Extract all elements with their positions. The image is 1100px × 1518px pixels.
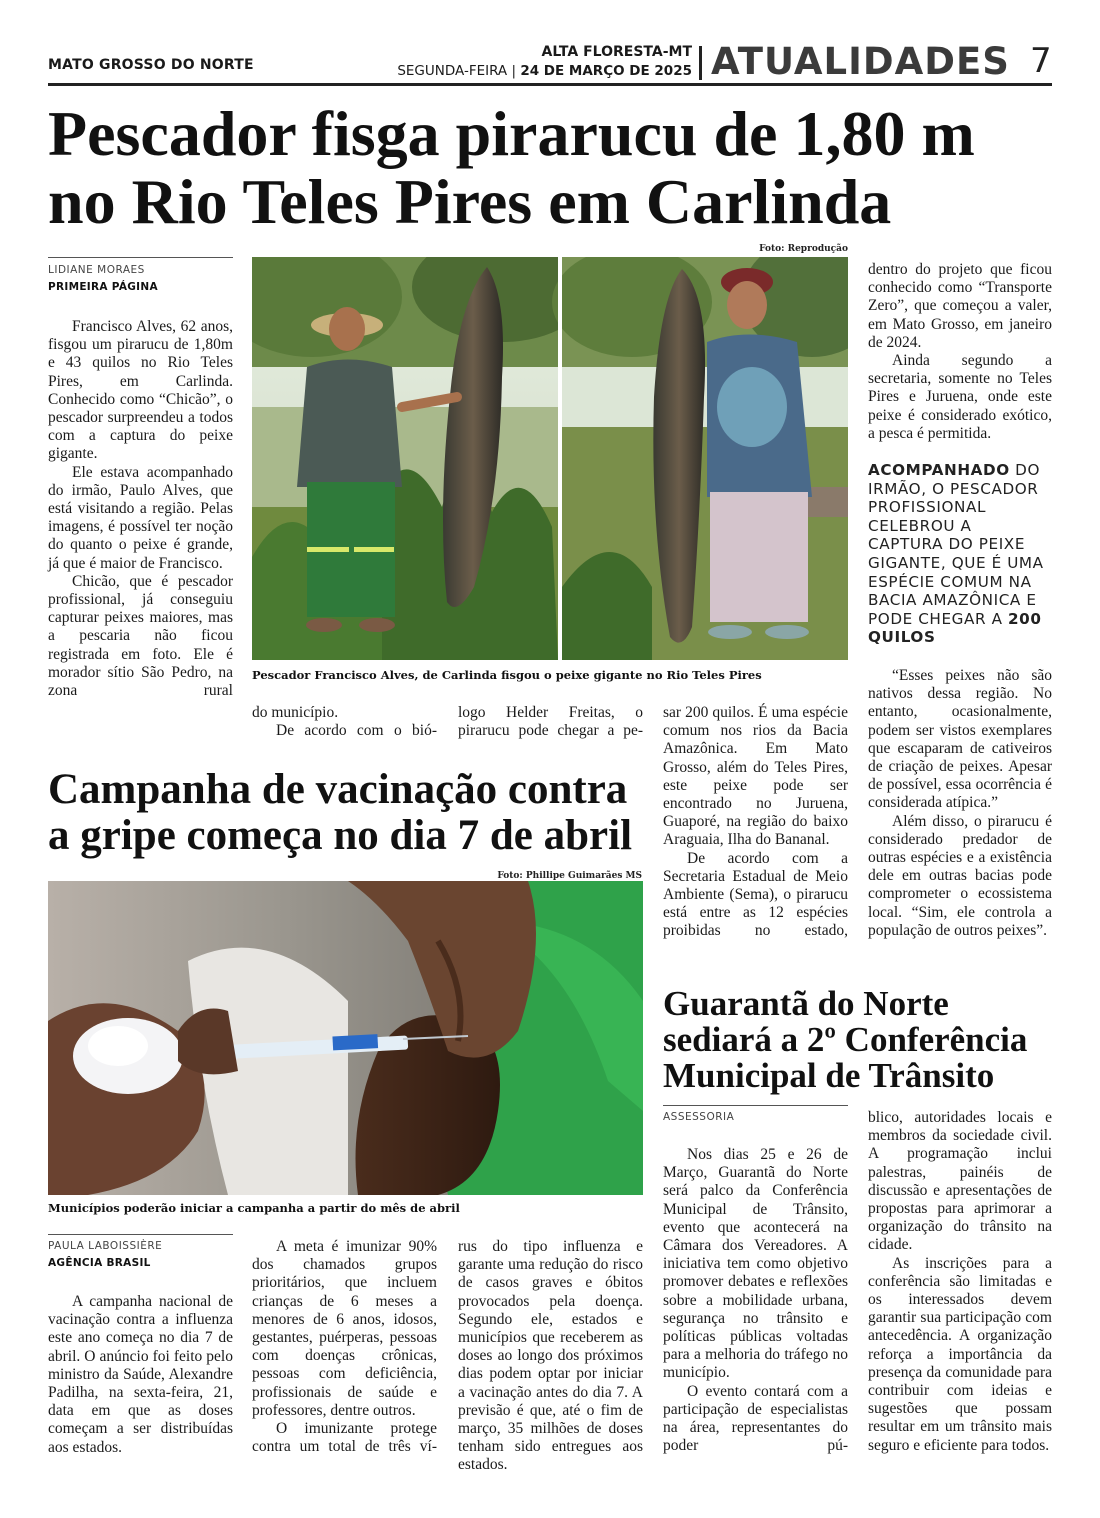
byline-rule [663, 1105, 848, 1106]
paragraph: Nos dias 25 e 26 de Março, Guarantã do Norte será palco da Conferência Municipal de Trânsito, evento que acontecerá na Câmara dos Vereadores. A iniciativa tem como objetivo promover debates e reflexões sobre a mobilidade urbana, segurança no trânsito e políticas públicas voltadas para a melhoria do tráfego no município. [663, 1146, 848, 1382]
article2-headline-line1: Campanha de vacinação contra [48, 766, 628, 813]
paragraph: Ainda segundo a secretaria, somente no Teles Pires e Juruena, onde este peixe é considerado exótico, a pesca é permitida. [868, 352, 1052, 442]
pull-quote-bold-end: 200 QUILOS [868, 609, 1042, 647]
article2-photo-caption: Municípios poderão iniciar a campanha a partir do mês de abril [48, 1201, 460, 1215]
article1-headline-line1: Pescador fisga pirarucu de 1,80 m [48, 98, 975, 169]
article3-headline-line2: sediará a 2º Conferência [663, 1020, 1028, 1059]
article3-byline-name: ASSESSORIA [663, 1111, 735, 1123]
paragraph: sar 200 quilos. É uma espécie comum nos rios da Bacia Amazônica. Em Mato Grosso, além do Teles Pires, este peixe pode ser encontrado no Juruena, Guaporé, na região do baixo Araguaia, Ilha do Bananal. [663, 704, 848, 849]
masthead-weekday: SEGUNDA-FEIRA | [397, 63, 517, 79]
article2-column-3 [458, 1238, 643, 1475]
article1-headline-line2: no Rio Teles Pires em Carlinda [48, 166, 892, 238]
article1-column-2 [252, 704, 437, 740]
paragraph: logo Helder Freitas, o pirarucu pode chegar a pe- [458, 704, 643, 740]
paragraph: dentro do projeto que ficou conhecido como “Transporte Zero”, que começou a valer, em Mato Grosso, em janeiro de 2024. [868, 261, 1052, 351]
vaccination-photo-illustration [48, 881, 643, 1195]
header-rule [48, 83, 1052, 86]
byline-rule [48, 1234, 233, 1235]
article1-photo [252, 257, 848, 660]
paragraph: De acordo com a Secretaria Estadual de Meio Ambiente (Sema), o pirarucu está entre as 12 espécies proibidas no estado, [663, 849, 848, 940]
article2-headline-line2: a gripe começa no dia 7 de abril [48, 812, 633, 859]
section-title: ATUALIDADES [711, 40, 1010, 83]
article1-byline-name: LIDIANE MORAES [48, 264, 145, 276]
section-label: MATO GROSSO DO NORTE [48, 57, 254, 73]
paragraph: A campanha nacional de vacinação contra a influenza este ano começa no dia 7 de abril. O anúncio foi feito pelo ministro da Saúde, Alexandre Padilha, na sexta-feira, 21, data em que as doses começam a ser distribuídas aos estados. [48, 1293, 233, 1456]
header-divider [699, 46, 702, 80]
pull-quote-text: DO IRMÃO, O PESCADOR PROFISSIONAL CELEBROU A CAPTURA DO PEIXE GIGANTE, QUE É UMA ESPÉCIE COMUM NA BACIA AMAZÔNICA E PODE CHEGAR A [868, 461, 1044, 628]
article1-column-5-bottom [868, 667, 1052, 940]
article2-photo [48, 881, 643, 1195]
article3-headline-line3: Municipal de Trânsito [663, 1056, 995, 1095]
article2-photo-credit: Foto: Phillipe Guimarães MS [497, 871, 642, 881]
article2-column-1 [48, 1293, 233, 1457]
article2-byline-name: PAULA LABOISSIÈRE [48, 1240, 163, 1252]
article1-headline [48, 100, 975, 237]
page-number: 7 [1030, 41, 1052, 81]
masthead-date-value: 24 DE MARÇO DE 2025 [520, 63, 692, 79]
article1-column-5-top [868, 261, 1052, 443]
article3-headline [663, 986, 1027, 1094]
masthead-date [397, 63, 692, 79]
article1-column-4 [663, 704, 848, 941]
paragraph: Ele estava acompanhado do irmão, Paulo Alves, que está visitando a região. Pelas imagens, é possível ter noção do quanto o peixe é grande, já que é maior de Francisco. [48, 463, 233, 572]
fisherman-photo-illustration [252, 257, 848, 660]
paragraph: De acordo com o bió- [276, 722, 437, 740]
paragraph: Chicão, que é pescador profissional, já conseguiu capturar peixes maiores, mas a pescaria não ficou registrada em foto. Ele é morador sítio São Pedro, na zona rural [48, 572, 233, 700]
paragraph: Francisco Alves, 62 anos, fisgou um pirarucu de 1,80m e 43 quilos no Rio Teles Pires, em Carlinda. Conhecido como “Chicão”, o pescador surpreendeu a todos com a captura do peixe gigante. [48, 318, 233, 463]
paragraph: O evento contará com a participação de especialistas na área, representantes do poder pú- [663, 1382, 848, 1455]
paragraph: “Esses peixes não são nativos dessa região. No entanto, ocasionalmente, podem ser vistos exemplares que escaparam de cativeiros de criação de peixes. Apesar de possível, essa ocorrência é considerada atípica.” [868, 667, 1052, 812]
article2-byline-org: AGÊNCIA BRASIL [48, 1257, 151, 1269]
paragraph: do município. [252, 704, 339, 721]
paragraph: O imunizante protege contra um total de três ví- [252, 1420, 437, 1456]
article1-photo-caption: Pescador Francisco Alves, de Carlinda fisgou o peixe gigante no Rio Teles Pires [252, 668, 762, 682]
article3-column-2 [868, 1109, 1052, 1455]
paragraph: A meta é imunizar 90% dos chamados grupos prioritários, que incluem crianças de 6 meses a menores de 6 anos, idosos, gestantes, puérperas, pessoas com doenças crônicas, pessoas com deficiência, profissionais de saúde e professores, dentre outros. [252, 1238, 437, 1419]
masthead-city: ALTA FLORESTA-MT [541, 44, 692, 60]
article3-column-1 [663, 1146, 848, 1455]
article1-column-3 [458, 704, 643, 740]
paragraph: As inscrições para a conferência são limitadas e os interessados devem garantir sua participação com antecedência. A organização reforça a importância da presença da comunidade para contribuir com ideias e sugestões que possam resultar em um trânsito mais seguro e eficiente para todos. [868, 1254, 1052, 1454]
pull-quote-bold-start: ACOMPANHADO [868, 461, 1010, 479]
paragraph: blico, autoridades locais e membros da sociedade civil. A programação inclui palestras, painéis de discussão e apresentações de propostas para aprimorar a organização do trânsito na cidade. [868, 1109, 1052, 1254]
article2-column-2 [252, 1238, 437, 1456]
byline-rule [48, 257, 233, 258]
article1-pull-quote [868, 461, 1052, 647]
article1-column-1 [48, 318, 233, 700]
article1-byline-org: PRIMEIRA PÁGINA [48, 281, 158, 293]
paragraph: rus do tipo influenza e garante uma redução do risco de casos graves e óbitos provocados pela doença. Segundo ele, estados e municípios que receberem as doses ao longo dos próximos dias podem optar por iniciar a vacinação antes do dia 7. A previsão é que, até o fim de março, 35 milhões de doses tenham sido entregues aos estados. [458, 1238, 643, 1474]
article3-headline-line1: Guarantã do Norte [663, 984, 949, 1023]
paragraph: Além disso, o pirarucu é considerado predador de outras espécies e a existência dele em outras bacias pode comprometer o ecossistema local. “Sim, ele controla a população de outros peixes”. [868, 812, 1052, 939]
article1-photo-credit: Foto: Reprodução [759, 244, 848, 254]
article2-headline [48, 767, 632, 859]
